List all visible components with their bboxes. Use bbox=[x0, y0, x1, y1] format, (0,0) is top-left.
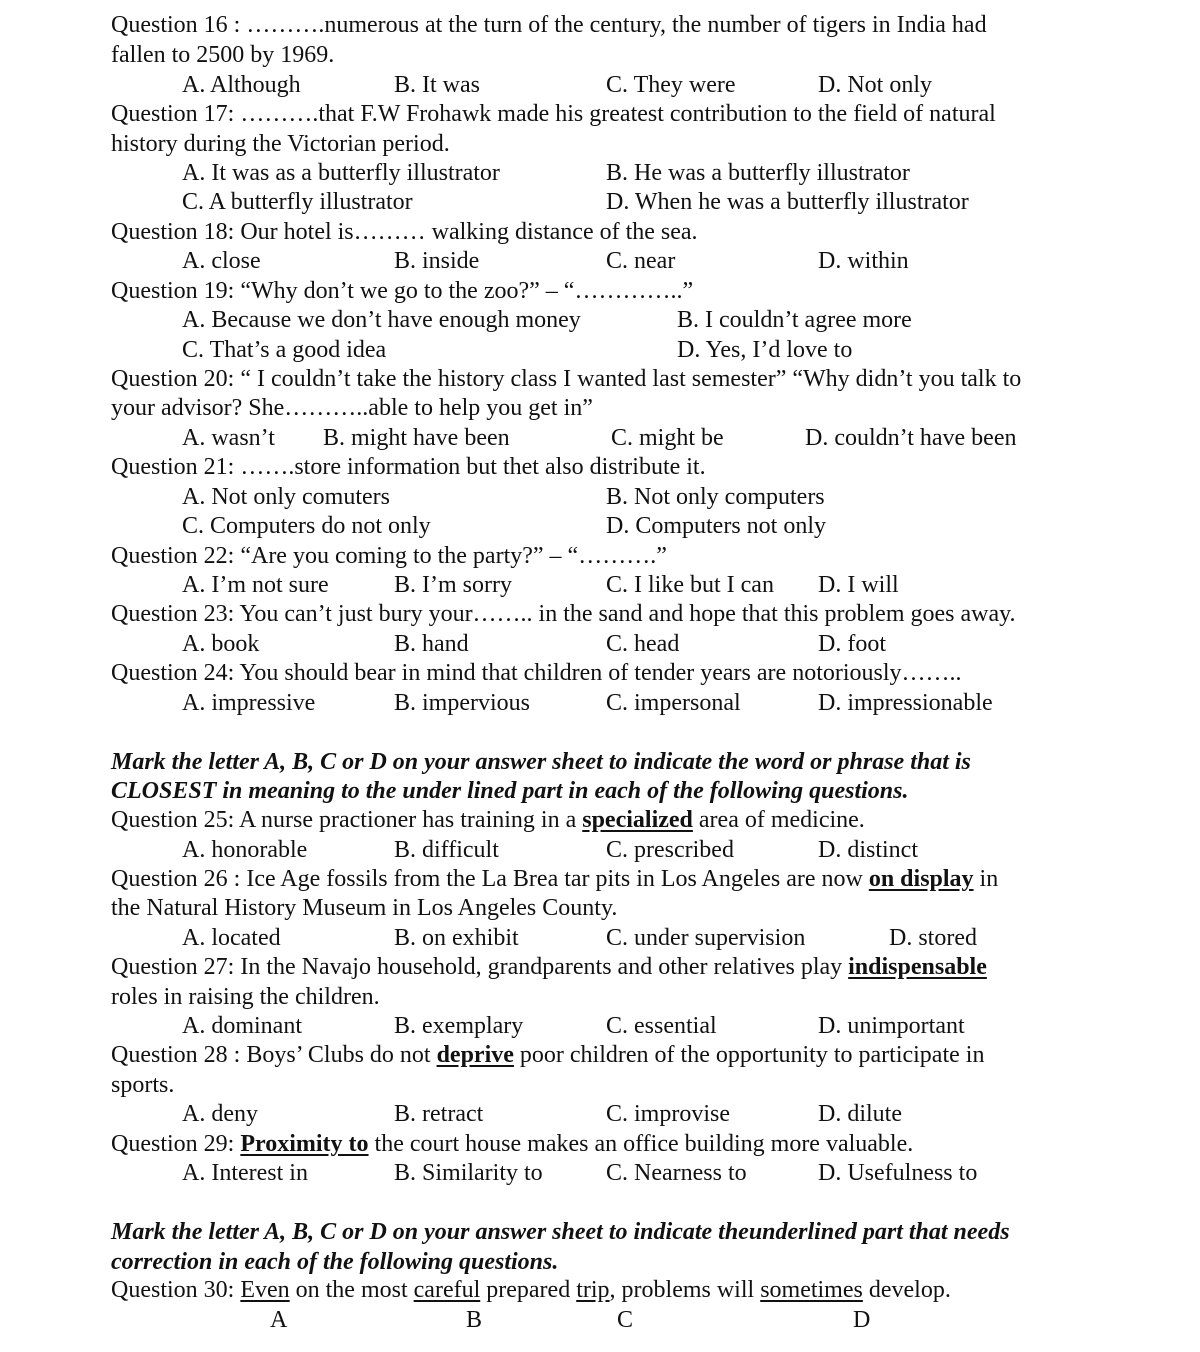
question-28-stem bbox=[111, 1040, 984, 1070]
q25-stem-pre: Question 25: A nurse practioner has training in a bbox=[111, 807, 583, 833]
question-20-stem-cont: your advisor? She………..able to help you get in” bbox=[111, 395, 593, 421]
q26-option-a: A. located bbox=[182, 925, 281, 951]
q22-option-a: A. I’m not sure bbox=[182, 572, 329, 598]
q25-underlined-word: specialized bbox=[582, 807, 693, 833]
q30-underlined-c: trip bbox=[576, 1277, 610, 1303]
q21-option-c: C. Computers do not only bbox=[182, 513, 431, 539]
q28-stem-post: poor children of the opportunity to participate in bbox=[513, 1042, 985, 1068]
q30-text-3: , problems will bbox=[609, 1277, 761, 1303]
q16-option-c: C. They were bbox=[606, 72, 736, 98]
question-22-stem: Question 22: “Are you coming to the party?” – “……….” bbox=[111, 543, 667, 569]
q16-option-a: A. Although bbox=[182, 72, 301, 98]
q21-option-a: A. Not only comuters bbox=[182, 484, 390, 510]
q30-text-1: on the most bbox=[289, 1277, 414, 1303]
question-29-stem bbox=[111, 1129, 913, 1159]
q27-underlined-word: indispensable bbox=[848, 954, 987, 980]
q30-label-d: D bbox=[853, 1307, 871, 1333]
q30-prefix: Question 30: bbox=[111, 1277, 241, 1303]
q25-stem-post: area of medicine. bbox=[692, 807, 865, 833]
question-16-stem-cont: fallen to 2500 by 1969. bbox=[111, 42, 335, 68]
q17-option-c: C. A butterfly illustrator bbox=[182, 189, 413, 215]
question-17-stem-cont: history during the Victorian period. bbox=[111, 131, 450, 157]
q24-option-d: D. impressionable bbox=[818, 690, 993, 716]
q28-option-d: D. dilute bbox=[818, 1101, 902, 1127]
q26-option-c: C. under supervision bbox=[606, 925, 806, 951]
question-23-stem: Question 23: You can’t just bury your…….. in the sand and hope that this problem goes away. bbox=[111, 601, 1016, 627]
q27-option-c: C. essential bbox=[606, 1013, 717, 1039]
section-instruction-synonyms: Mark the letter A, B, C or D on your answer sheet to indicate the word or phrase that is bbox=[111, 749, 971, 775]
q26-stem-post: in bbox=[973, 866, 999, 892]
q21-option-b: B. Not only computers bbox=[606, 484, 825, 510]
q28-option-a: A. deny bbox=[182, 1101, 258, 1127]
q30-underlined-d: sometimes bbox=[760, 1277, 863, 1303]
q26-option-b: B. on exhibit bbox=[394, 925, 519, 951]
q26-underlined-phrase: on display bbox=[868, 866, 974, 892]
q25-option-d: D. distinct bbox=[818, 837, 918, 863]
question-24-stem: Question 24: You should bear in mind that children of tender years are notoriously…….. bbox=[111, 660, 962, 686]
section-instruction-synonyms-cont: CLOSEST in meaning to the under lined part in each of the following questions. bbox=[111, 778, 909, 804]
q18-option-a: A. close bbox=[182, 248, 261, 274]
q30-label-a: A bbox=[270, 1307, 288, 1333]
question-21-stem: Question 21: …….store information but thet also distribute it. bbox=[111, 454, 706, 480]
q29-option-a: A. Interest in bbox=[182, 1160, 308, 1186]
q23-option-a: A. book bbox=[182, 631, 260, 657]
q19-option-a: A. Because we don’t have enough money bbox=[182, 307, 581, 333]
q16-option-d: D. Not only bbox=[818, 72, 932, 98]
q29-option-b: B. Similarity to bbox=[394, 1160, 543, 1186]
q29-option-d: D. Usefulness to bbox=[818, 1160, 978, 1186]
question-27-stem-cont: roles in raising the children. bbox=[111, 984, 380, 1010]
q24-option-a: A. impressive bbox=[182, 690, 316, 716]
q26-stem-pre: Question 26 : Ice Age fossils from the La Brea tar pits in Los Angeles are now bbox=[111, 866, 869, 892]
question-26-stem bbox=[111, 864, 998, 894]
q17-option-d: D. When he was a butterfly illustrator bbox=[606, 189, 969, 215]
q16-option-b: B. It was bbox=[394, 72, 480, 98]
q20-option-b: B. might have been bbox=[323, 425, 510, 451]
q18-option-c: C. near bbox=[606, 248, 676, 274]
q23-option-b: B. hand bbox=[394, 631, 469, 657]
q23-option-d: D. foot bbox=[818, 631, 886, 657]
q27-stem-pre: Question 27: In the Navajo household, grandparents and other relatives play bbox=[111, 954, 849, 980]
q28-option-b: B. retract bbox=[394, 1101, 484, 1127]
question-26-stem-cont: the Natural History Museum in Los Angeles County. bbox=[111, 895, 618, 921]
q25-option-c: C. prescribed bbox=[606, 837, 734, 863]
q27-option-a: A. dominant bbox=[182, 1013, 302, 1039]
q20-option-c: C. might be bbox=[611, 425, 724, 451]
q24-option-b: B. impervious bbox=[394, 690, 530, 716]
q28-option-c: C. improvise bbox=[606, 1101, 730, 1127]
q22-option-c: C. I like but I can bbox=[606, 572, 774, 598]
q22-option-d: D. I will bbox=[818, 572, 899, 598]
q30-label-b: B bbox=[466, 1307, 483, 1333]
q19-option-b: B. I couldn’t agree more bbox=[677, 307, 912, 333]
q18-option-d: D. within bbox=[818, 248, 909, 274]
q30-underlined-a: Even bbox=[240, 1277, 290, 1303]
question-16-stem: Question 16 : ……….numerous at the turn of the century, the number of tigers in India had bbox=[111, 12, 987, 38]
q27-option-b: B. exemplary bbox=[394, 1013, 524, 1039]
question-30-stem bbox=[111, 1275, 951, 1305]
q28-underlined-word: deprive bbox=[436, 1042, 514, 1068]
q27-option-d: D. unimportant bbox=[818, 1013, 965, 1039]
question-18-stem: Question 18: Our hotel is……… walking distance of the sea. bbox=[111, 219, 698, 245]
q20-option-d: D. couldn’t have been bbox=[805, 425, 1017, 451]
q30-underlined-b: careful bbox=[413, 1277, 481, 1303]
q25-option-b: B. difficult bbox=[394, 837, 499, 863]
q19-option-c: C. That’s a good idea bbox=[182, 337, 387, 363]
q30-text-2: prepared bbox=[480, 1277, 577, 1303]
question-27-stem bbox=[111, 952, 987, 982]
question-28-stem-cont: sports. bbox=[111, 1072, 175, 1098]
question-17-stem: Question 17: ……….that F.W Frohawk made his greatest contribution to the field of natural bbox=[111, 101, 996, 127]
q26-option-d: D. stored bbox=[889, 925, 977, 951]
q30-text-4: develop. bbox=[862, 1277, 951, 1303]
q29-option-c: C. Nearness to bbox=[606, 1160, 747, 1186]
q17-option-a: A. It was as a butterfly illustrator bbox=[182, 160, 500, 186]
q18-option-b: B. inside bbox=[394, 248, 480, 274]
q17-option-b: B. He was a butterfly illustrator bbox=[606, 160, 910, 186]
q22-option-b: B. I’m sorry bbox=[394, 572, 512, 598]
q19-option-d: D. Yes, I’d love to bbox=[677, 337, 853, 363]
q29-underlined-phrase: Proximity to bbox=[240, 1131, 369, 1157]
q28-stem-pre: Question 28 : Boys’ Clubs do not bbox=[111, 1042, 437, 1068]
question-19-stem: Question 19: “Why don’t we go to the zoo?” – “…………..” bbox=[111, 278, 694, 304]
section-instruction-error-correction: Mark the letter A, B, C or D on your answer sheet to indicate theunderlined part that needs bbox=[111, 1219, 1010, 1245]
question-25-stem bbox=[111, 805, 865, 835]
q20-option-a: A. wasn’t bbox=[182, 425, 275, 451]
q25-option-a: A. honorable bbox=[182, 837, 308, 863]
question-20-stem: Question 20: “ I couldn’t take the history class I wanted last semester” “Why didn’t you talk to bbox=[111, 366, 1022, 392]
q21-option-d: D. Computers not only bbox=[606, 513, 826, 539]
q29-stem-pre: Question 29: bbox=[111, 1131, 241, 1157]
q30-label-c: C bbox=[617, 1307, 634, 1333]
q23-option-c: C. head bbox=[606, 631, 680, 657]
section-instruction-error-correction-cont: correction in each of the following questions. bbox=[111, 1249, 559, 1275]
q29-stem-post: the court house makes an office building more valuable. bbox=[368, 1131, 914, 1157]
q24-option-c: C. impersonal bbox=[606, 690, 741, 716]
